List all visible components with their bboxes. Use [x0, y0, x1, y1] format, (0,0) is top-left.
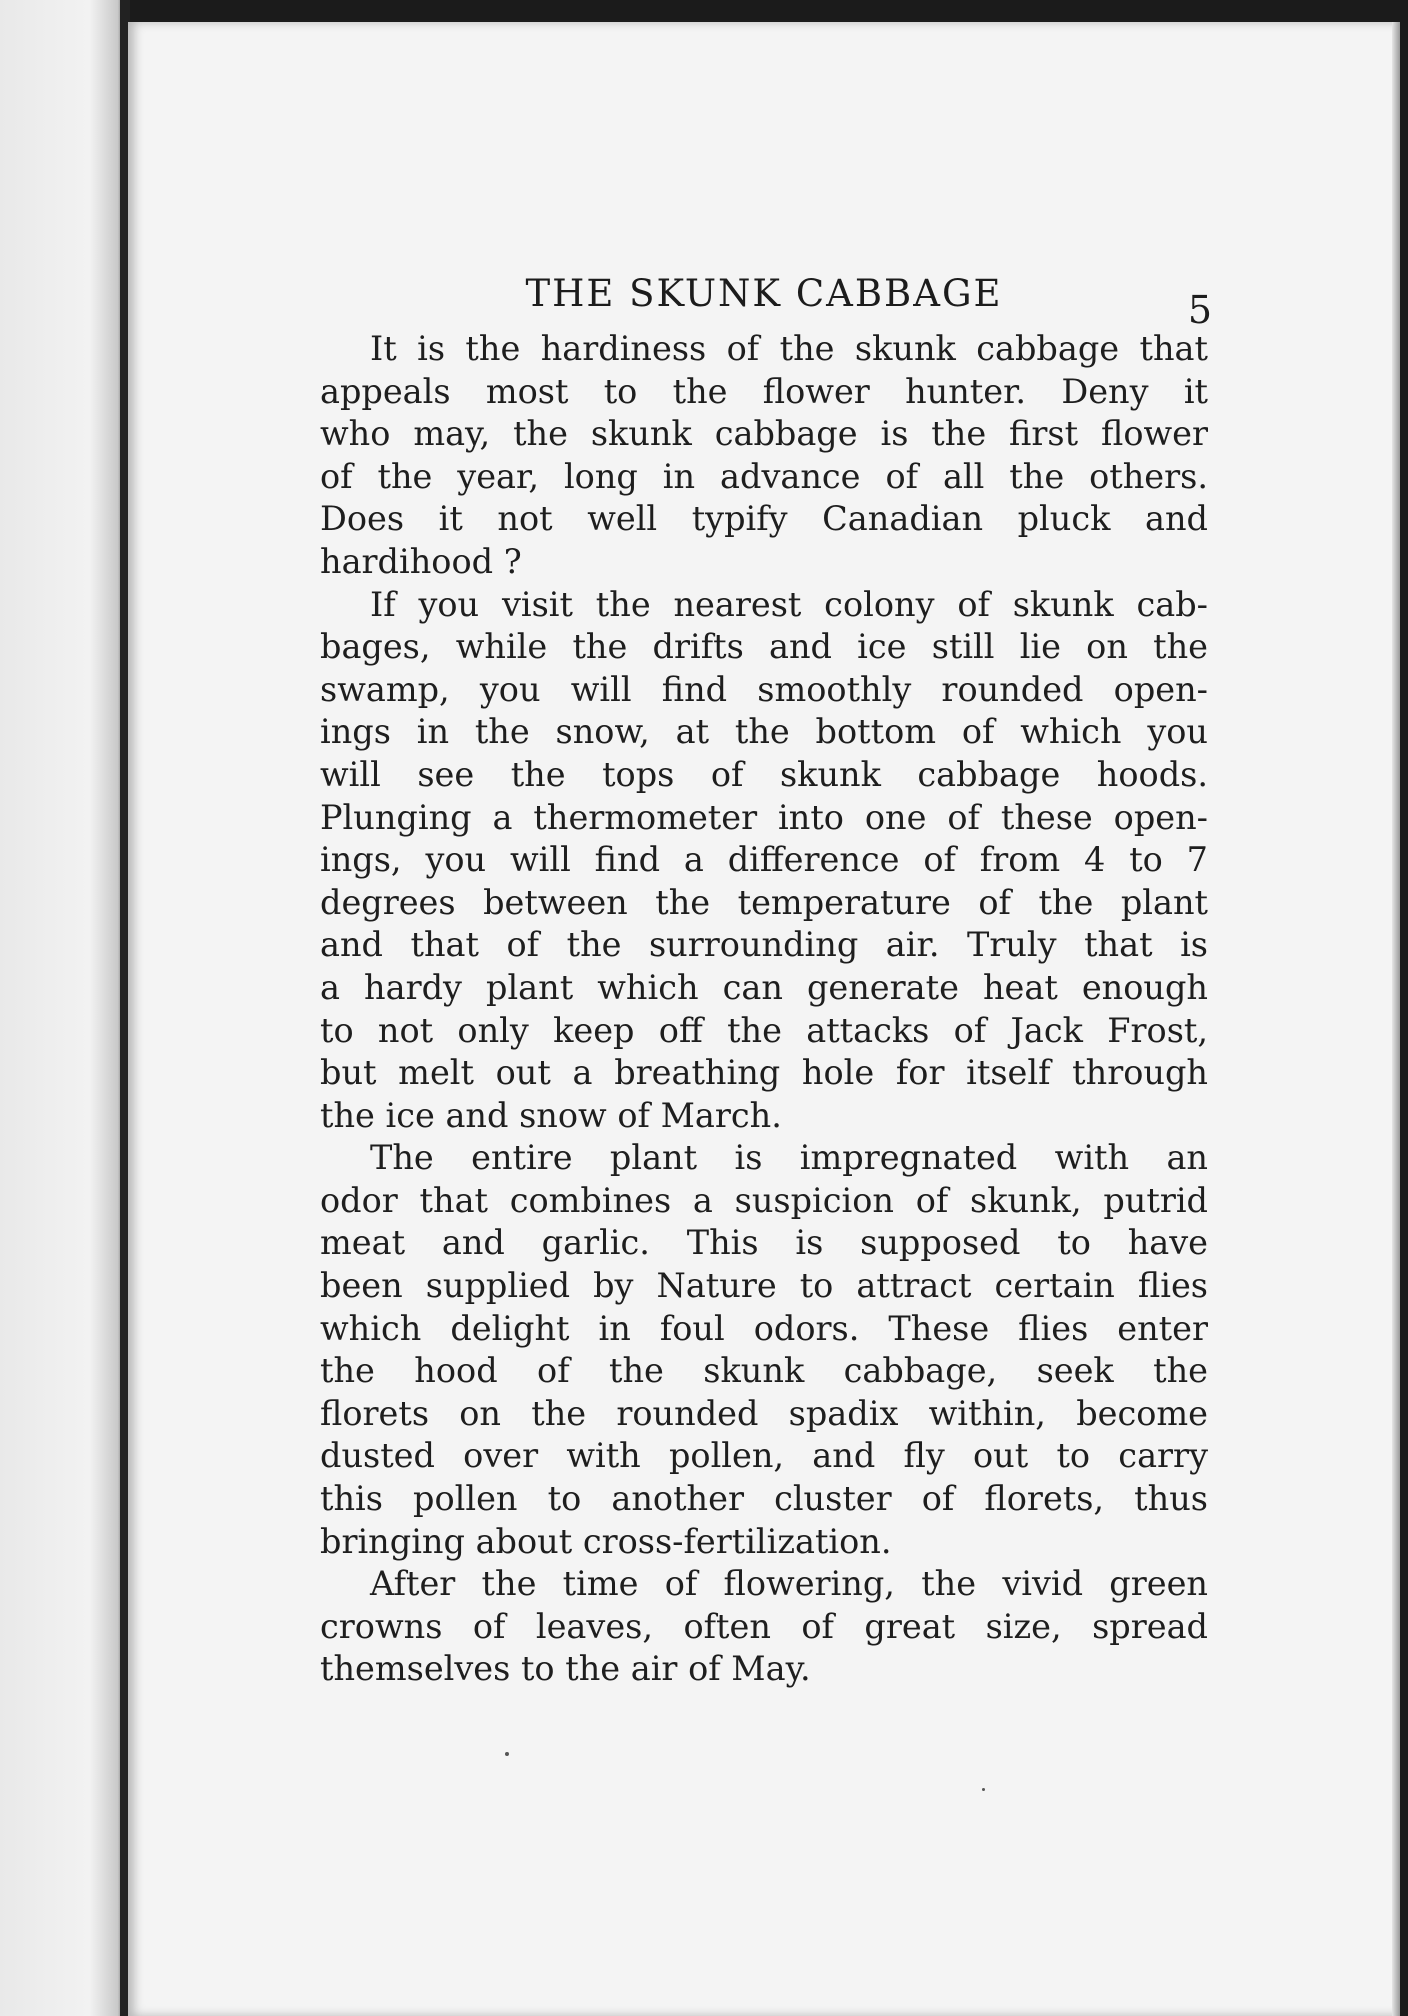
text-line: It is the hardiness of the skunk cabbage that — [370, 329, 1208, 368]
text-line: The entire plant is impregnated with an — [370, 1138, 1208, 1178]
text-line: appeals most to the flower hunter. Deny it — [320, 371, 1208, 411]
text-line: ings in the snow, at the bottom of which you — [320, 712, 1208, 752]
paragraph — [320, 1563, 1208, 1691]
text-line: hardihood ? — [320, 541, 522, 581]
text-line: meat and garlic. This is supposed to have — [320, 1223, 1208, 1263]
text-line: bringing about cross-fertilization. — [320, 1521, 892, 1561]
text-line: the hood of the skunk cabbage, seek the — [320, 1351, 1208, 1391]
body-text — [320, 328, 1208, 1691]
print-speck — [505, 1752, 509, 1756]
page-edge-shadow — [1392, 22, 1400, 2016]
running-head — [320, 272, 1212, 332]
text-line: degrees between the temperature of the plant — [320, 882, 1208, 922]
text-line: this pollen to another cluster of florets, thus — [320, 1479, 1208, 1519]
print-speck — [982, 1788, 985, 1791]
page-number: 5 — [1187, 288, 1212, 332]
paragraph — [320, 328, 1208, 584]
facing-page-edge — [0, 0, 128, 2016]
paragraph — [320, 584, 1208, 1138]
text-line: a hardy plant which can generate heat enough — [320, 967, 1208, 1007]
text-line: who may, the skunk cabbage is the first flower — [320, 414, 1208, 454]
text-line: crowns of leaves, often of great size, spread — [320, 1606, 1208, 1646]
text-line: florets on the rounded spadix within, become — [320, 1393, 1208, 1433]
text-line: dusted over with pollen, and fly out to carry — [320, 1436, 1208, 1476]
text-line: swamp, you will find smoothly rounded open- — [320, 669, 1208, 709]
text-line: ings, you will find a difference of from 4 to 7 — [320, 840, 1208, 880]
text-line: Plunging a thermometer into one of these open- — [320, 797, 1208, 837]
text-line: Does it not well typify Canadian pluck and — [320, 499, 1208, 539]
text-line: bages, while the drifts and ice still lie on the — [320, 627, 1208, 667]
text-line: and that of the surrounding air. Truly that is — [320, 925, 1208, 965]
text-line: the ice and snow of March. — [320, 1095, 782, 1135]
paragraph — [320, 1137, 1208, 1563]
text-line: of the year, long in advance of all the others. — [320, 456, 1208, 496]
text-line: will see the tops of skunk cabbage hoods. — [320, 754, 1208, 794]
text-line: After the time of flowering, the vivid green — [370, 1564, 1208, 1604]
text-line: to not only keep off the attacks of Jack Frost, — [320, 1010, 1208, 1050]
text-line: odor that combines a suspicion of skunk, putrid — [320, 1180, 1208, 1220]
running-title: THE SKUNK CABBAGE — [525, 272, 1003, 315]
text-line: but melt out a breathing hole for itself through — [320, 1053, 1208, 1093]
text-line: If you visit the nearest colony of skunk cab- — [370, 584, 1208, 624]
text-line: been supplied by Nature to attract certain flies — [320, 1266, 1208, 1306]
text-line: themselves to the air of May. — [320, 1649, 811, 1689]
text-line: which delight in foul odors. These flies enter — [320, 1308, 1208, 1348]
